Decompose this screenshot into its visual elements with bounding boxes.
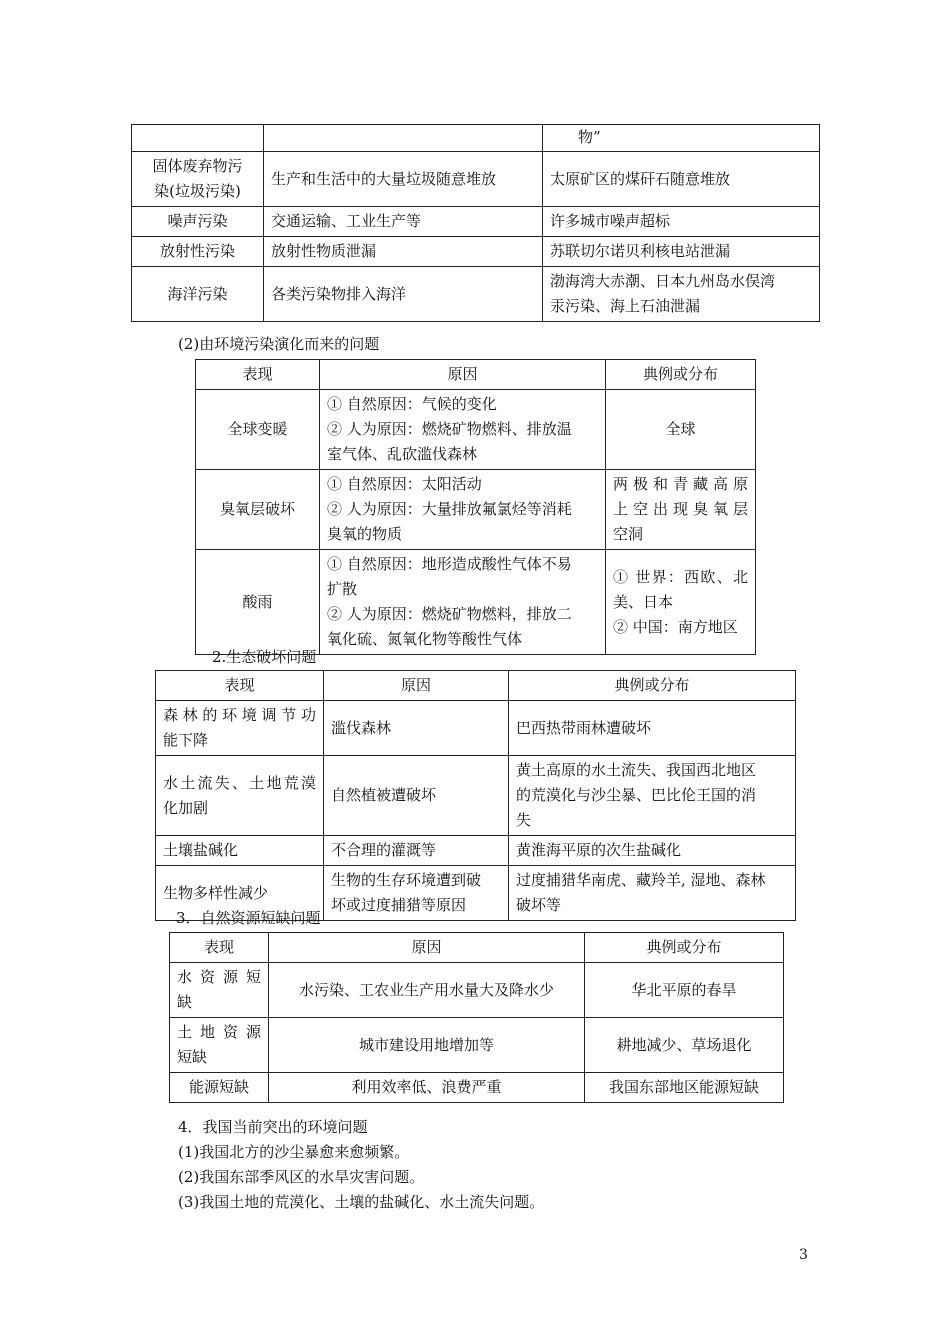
list-item: (1)我国北方的沙尘暴愈来愈频繁。 [178, 1143, 410, 1161]
cell-text: ① 自然原因：地形造成酸性气体不易 [327, 555, 572, 573]
table-row [156, 756, 796, 836]
table-header-row [156, 671, 796, 701]
cell-text: 水土流失、土地荒漠 [163, 773, 316, 792]
cell-text: ② 人为原因：燃烧矿物燃料、排放温 [327, 420, 572, 438]
table-cell [264, 125, 543, 152]
table-cell [320, 390, 606, 470]
column-header: 表现 [170, 933, 269, 963]
table-row [132, 207, 820, 237]
cell-text: 氧化硫、氮氧化物等酸性气体 [327, 630, 523, 648]
table-cell [606, 550, 756, 655]
table-row [156, 836, 796, 866]
cell-text: 臭氧的物质 [327, 525, 403, 543]
table-cell [132, 125, 264, 152]
table-cell: 太原矿区的煤矸石随意堆放 [543, 152, 820, 207]
table-cell [320, 550, 606, 655]
list-item: (2)我国东部季风区的水旱灾害问题。 [178, 1168, 425, 1186]
cell-text: 的荒漠化与沙尘暴、巴比伦王国的消 [516, 786, 757, 804]
cell-text: 黄土高原的水土流失、我国西北地区 [516, 761, 757, 779]
table-cell: 土壤盐碱化 [156, 836, 324, 866]
cell-text: ① 世界：西欧、北 [613, 567, 748, 586]
table-cell: 放射性物质泄漏 [264, 237, 543, 267]
column-header: 表现 [156, 671, 324, 701]
ecological-damage-table [155, 670, 796, 921]
column-header: 典例或分布 [606, 360, 756, 390]
table-cell: 各类污染物排入海洋 [264, 267, 543, 322]
column-header: 原因 [320, 360, 606, 390]
cell-text: 生物的生存环境遭到破 [331, 871, 482, 889]
table-cell: 全球 [606, 390, 756, 470]
table-header-row [170, 933, 784, 963]
cell-text: 坏或过度捕猎等原因 [331, 896, 467, 914]
table-row [170, 963, 784, 1018]
table-header-row [196, 360, 756, 390]
table-cell: 不合理的灌溉等 [324, 836, 509, 866]
table-cell: 巴西热带雨林遭破坏 [509, 701, 796, 756]
table-cell: 交通运输、工业生产等 [264, 207, 543, 237]
table-row [170, 1073, 784, 1103]
cell-text: 染(垃圾污染) [154, 182, 241, 200]
table-cell: 海洋污染 [132, 267, 264, 322]
table-row [132, 237, 820, 267]
cell-text: 物” [578, 128, 601, 146]
cell-text: 空洞 [613, 525, 644, 543]
section-caption: 2.生态破坏问题 [212, 648, 317, 666]
table-cell [509, 866, 796, 921]
table-cell: 自然植被遭破坏 [324, 756, 509, 836]
table-cell [543, 267, 820, 322]
cell-text: 室气体、乱砍滥伐森林 [327, 445, 478, 463]
resource-shortage-table [169, 932, 784, 1103]
table-cell [170, 1018, 269, 1073]
section-title: 4．我国当前突出的环境问题 [178, 1118, 368, 1136]
table-cell [509, 756, 796, 836]
section-caption: (2)由环境污染演化而来的问题 [178, 335, 380, 353]
table-cell [132, 152, 264, 207]
cell-text: 土 地 资 源 [177, 1023, 261, 1041]
cell-text: 固体废弃物污 [152, 157, 243, 175]
table-cell [320, 470, 606, 550]
cell-text: ② 中国：南方地区 [613, 617, 738, 636]
cell-text: ① 自然原因：太阳活动 [327, 475, 482, 493]
table-cell: 生物多样性减少 [156, 866, 324, 921]
cell-text: 美、日本 [613, 592, 674, 611]
table-row [196, 470, 756, 550]
column-header: 典例或分布 [509, 671, 796, 701]
table-row [132, 152, 820, 207]
table-cell: 耕地减少、草场退化 [585, 1018, 784, 1073]
page-number: 3 [799, 1247, 808, 1263]
table-cell: 放射性污染 [132, 237, 264, 267]
cell-text: 森林的环境调节功 [163, 706, 316, 724]
table-cell: 我国东部地区能源短缺 [585, 1073, 784, 1103]
cell-text: 能下降 [163, 731, 209, 749]
table-cell: 滥伐森林 [324, 701, 509, 756]
table-cell: 黄淮海平原的次生盐碱化 [509, 836, 796, 866]
table-row [156, 701, 796, 756]
table-row [170, 1018, 784, 1073]
section-caption: 3．自然资源短缺问题 [176, 909, 321, 927]
table-cell: 华北平原的春旱 [585, 963, 784, 1018]
table-row [196, 550, 756, 655]
cell-text: 两极和青藏高原 [613, 475, 748, 493]
cell-text: 水 资 源 短 [177, 968, 261, 986]
cell-text: 化加剧 [163, 798, 209, 817]
cell-text: ② 人为原因：燃烧矿物燃料，排放二 [327, 605, 572, 623]
cell-text: ① 自然原因：气候的变化 [327, 395, 497, 413]
table-cell [156, 756, 324, 836]
table-cell: 臭氧层破坏 [196, 470, 320, 550]
table-cell [543, 125, 820, 152]
table-cell: 利用效率低、浪费严重 [269, 1073, 585, 1103]
table-cell: 苏联切尔诺贝利核电站泄漏 [543, 237, 820, 267]
pollution-table [131, 124, 820, 322]
cell-text: 渤海湾大赤潮、日本九州岛水俣湾 [550, 272, 776, 290]
cell-text: 上空出现臭氧层 [613, 500, 748, 518]
column-header: 原因 [269, 933, 585, 963]
table-row [196, 390, 756, 470]
table-cell: 全球变暖 [196, 390, 320, 470]
table-cell: 噪声污染 [132, 207, 264, 237]
cell-text: 过度捕猎华南虎、藏羚羊, 湿地、森林 [516, 871, 766, 889]
table-cell: 能源短缺 [170, 1073, 269, 1103]
column-header: 典例或分布 [585, 933, 784, 963]
cell-text: ② 人为原因：大量排放氟氯烃等消耗 [327, 500, 572, 518]
table-cell [156, 701, 324, 756]
table-cell [606, 470, 756, 550]
table-cell: 水污染、工农业生产用水量大及降水少 [269, 963, 585, 1018]
cell-text: 失 [516, 811, 532, 829]
cell-text: 破坏等 [516, 896, 562, 914]
column-header: 原因 [324, 671, 509, 701]
table-cell: 酸雨 [196, 550, 320, 655]
table-row [132, 125, 820, 152]
table-cell [324, 866, 509, 921]
cell-text: 汞污染、海上石油泄漏 [550, 297, 701, 315]
column-header: 表现 [196, 360, 320, 390]
table-cell: 生产和生活中的大量垃圾随意堆放 [264, 152, 543, 207]
cell-text: 短缺 [177, 1048, 208, 1066]
table-cell [170, 963, 269, 1018]
cell-text: 缺 [177, 993, 193, 1011]
table-row [132, 267, 820, 322]
list-item: (3)我国土地的荒漠化、土壤的盐碱化、水土流失问题。 [178, 1193, 545, 1211]
cell-text: 扩散 [327, 580, 358, 598]
table-cell: 许多城市噪声超标 [543, 207, 820, 237]
pollution-evolution-table [195, 359, 756, 655]
table-cell: 城市建设用地增加等 [269, 1018, 585, 1073]
